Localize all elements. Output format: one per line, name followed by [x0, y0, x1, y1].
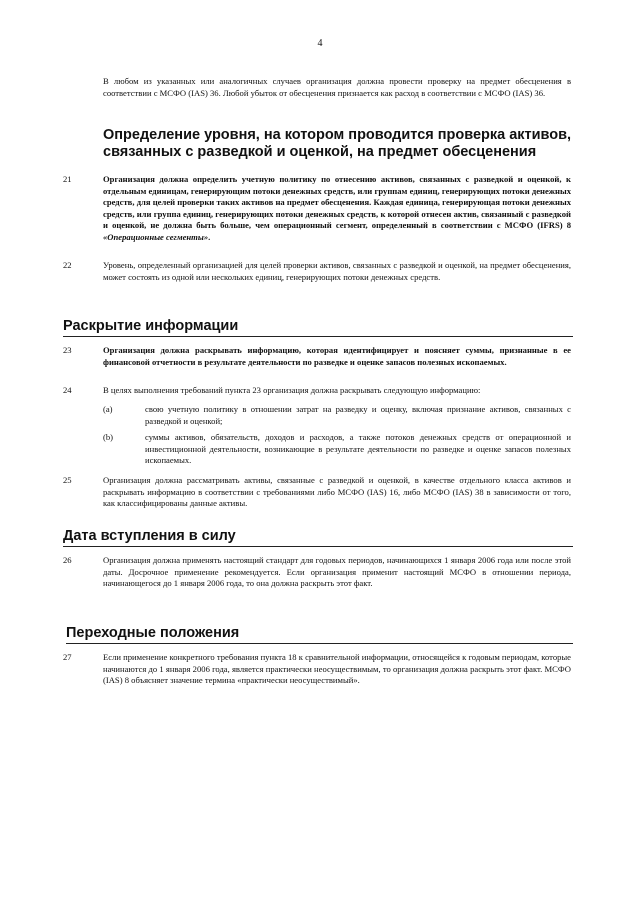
- paragraph-number-22: 22: [63, 260, 72, 270]
- list-item-b: суммы активов, обязательств, доходов и расходов, а также потоков денежных средств от операционной и инвестиционной деятельности, возникающие в результате деятельности по разведке и оценке запасов полезных ископаемых.: [145, 432, 571, 465]
- paragraph-21-end: .: [208, 231, 211, 242]
- list-item-a: свою учетную политику в отношении затрат на разведку и оценку, включая признание активов, связанных с разведкой и оценкой;: [145, 404, 571, 426]
- heading-effective-date: Дата вступления в силу: [63, 528, 573, 547]
- list-item-label-b: (b): [103, 432, 114, 442]
- paragraph-25: Организация должна рассматривать активы, связанные с разведкой и оценкой, в качестве отдельного класса активов и раскрывать информацию в соответствии с требованиями либо МСФО (IAS) 16, либо МСФО (IAS) 38 в зависимости от того, как классифицированы данные активы.: [103, 475, 571, 508]
- paragraph-22: Уровень, определенный организацией для целей проверки активов, связанных с разведкой и оценкой, на предмет обесценения, может состоять из одной или нескольких единиц, генерирующих потоки денежных средств.: [103, 260, 571, 282]
- list-item-label-a: (a): [103, 404, 113, 414]
- paragraph-number-25: 25: [63, 475, 72, 485]
- heading-impairment-level: Определение уровня, на котором проводится проверка активов, связанных с разведкой и оценкой, на предмет обесценения: [103, 127, 572, 160]
- paragraph-number-21: 21: [63, 174, 72, 184]
- paragraph-21-main: Организация должна определить учетную политику по отнесению активов, связанных с разведкой и оценкой, к отдельным единицам, генерирующим потоки денежных средств, или группам единиц, генерирующих потоки денежных средств, для целей проверки таких активов на предмет обесценения. Каждая единица, генерирующая потоки денежных средств, или группа единиц, генерирующих потоки денежных средств, к которой отнесен актив, связанный с разведкой и оценкой, не должна быть больше, чем операционный сегмент, определенный в соответствии с МСФО (IFRS) 8: [103, 174, 571, 230]
- paragraph-number-24: 24: [63, 385, 72, 395]
- paragraph-number-27: 27: [63, 652, 72, 662]
- paragraph-number-26: 26: [63, 555, 72, 565]
- intro-paragraph: В любом из указанных или аналогичных случаев организация должна провести проверку на предмет обесценения в соответствии с МСФО (IAS) 36. Любой убыток от обесценения признается как расход в соответствии с МСФО (IAS) 36.: [103, 76, 571, 98]
- heading-disclosure: Раскрытие информации: [63, 318, 573, 337]
- paragraph-26: Организация должна применять настоящий стандарт для годовых периодов, начинающихся 1 января 2006 года или после этой даты. Досрочное применение рекомендуется. Если организация применит настоящий МСФО в отношении периода, начинающегося до 1 января 2006 года, то она должна раскрыть этот факт.: [103, 555, 571, 588]
- paragraph-23: Организация должна раскрывать информацию, которая идентифицирует и поясняет суммы, признанные в ее финансовой отчетности в результате деятельности по разведке и оценке запасов полезных ископаемых.: [103, 345, 571, 367]
- page-number: 4: [317, 38, 323, 49]
- paragraph-number-23: 23: [63, 345, 72, 355]
- paragraph-21: [103, 174, 571, 243]
- heading-transition: Переходные положения: [66, 625, 573, 644]
- paragraph-21-standard-title: «Операционные сегменты»: [103, 231, 209, 242]
- paragraph-24: В целях выполнения требований пункта 23 организация должна раскрывать следующую информацию:: [103, 385, 481, 395]
- paragraph-27: Если применение конкретного требования пункта 18 к сравнительной информации, относящейся к годовым периодам, которые начинаются до 1 января 2006 года, является практически неосуществимым, то организация должна раскрыть этот факт. МСФО (IAS) 8 объясняет значение термина «практически неосуществимый».: [103, 652, 571, 685]
